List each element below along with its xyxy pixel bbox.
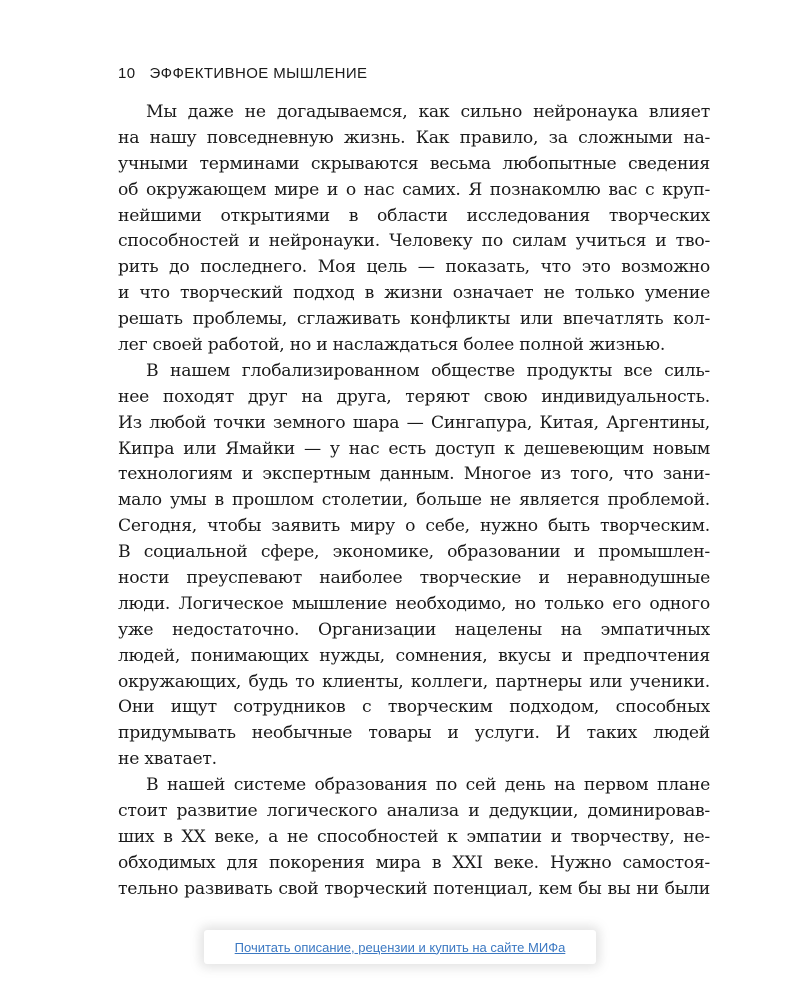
text-line: решать проблемы, сглаживать конфликты или впечатлять кол- <box>118 309 710 330</box>
text-line: обходимых для покорения мира в XXI веке. Нужно самостоя- <box>118 852 710 873</box>
text-line: Они ищут сотрудников с творческим подходом, способных <box>118 697 710 718</box>
text-line: В нашей системе образования по сей день на первом плане <box>146 775 710 796</box>
text-line: Кипра или Ямайки — у нас есть доступ к дешевеющим новым <box>118 438 710 459</box>
text-line: способностей и нейронауки. Человеку по силам учиться и тво- <box>118 231 710 252</box>
text-line: и что творческий подход в жизни означает не только умение <box>118 283 710 304</box>
text-line: на нашу повседневную жизнь. Как правило, за сложными на- <box>118 127 710 148</box>
running-head <box>118 60 367 86</box>
text-line: мало умы в прошлом столетии, больше не является проблемой. <box>118 490 710 511</box>
text-line: нее походят друг на друга, теряют свою индивидуальность. <box>118 386 710 407</box>
text-line: Из любой точки земного шара — Сингапура, Китая, Аргентины, <box>118 412 710 433</box>
text-line: Мы даже не догадываемся, как сильно нейронаука влияет <box>146 102 710 122</box>
text-line: людей, понимающих нужды, сомнения, вкусы и предпочтения <box>118 645 710 666</box>
page-number: 10 <box>118 64 136 82</box>
text-line: технологиям и экспертным данным. Многое из того, что зани- <box>118 464 710 485</box>
text-line: Сегодня, чтобы заявить миру о себе, нужно быть творческим. <box>118 516 710 537</box>
text-line: В нашем глобализированном обществе продукты все силь- <box>146 360 710 381</box>
text-line: окружающих, будь то клиенты, коллеги, партнеры или ученики. <box>118 671 710 692</box>
text-line: люди. Логическое мышление необходимо, но только его одного <box>118 593 710 614</box>
text-line: ности преуспевают наиболее творческие и неравнодушные <box>118 568 710 589</box>
text-line: нейшими открытиями в области исследования творческих <box>118 205 710 226</box>
text-line: тельно развивать свой творческий потенциал, кем бы вы ни были <box>118 878 710 899</box>
buy-link[interactable]: Почитать описание, рецензии и купить на сайте МИФа <box>234 939 566 955</box>
text-line: стоит развитие логического анализа и дедукции, доминировав- <box>118 801 710 822</box>
text-line: В социальной сфере, экономике, образовании и промышлен- <box>118 542 710 563</box>
buy-link-banner <box>204 930 596 964</box>
body-text <box>118 100 710 903</box>
text-line: не хватает. <box>118 749 217 770</box>
text-line: придумывать необычные товары и услуги. И таких людей <box>118 723 710 744</box>
book-title: ЭФФЕКТИВНОЕ МЫШЛЕНИЕ <box>149 64 368 82</box>
text-line: лег своей работой, но и наслаждаться более полной жизнью. <box>118 335 666 356</box>
text-line: уже недостаточно. Организации нацелены на эмпатичных <box>118 619 710 640</box>
text-line: ших в XX веке, а не способностей к эмпатии и творчеству, не- <box>118 826 710 847</box>
text-line: учными терминами скрываются весьма любопытные сведения <box>118 153 710 174</box>
text-line: рить до последнего. Моя цель — показать, что это возможно <box>118 257 710 278</box>
text-line: об окружающем мире и о нас самих. Я познакомлю вас с круп- <box>118 179 710 200</box>
